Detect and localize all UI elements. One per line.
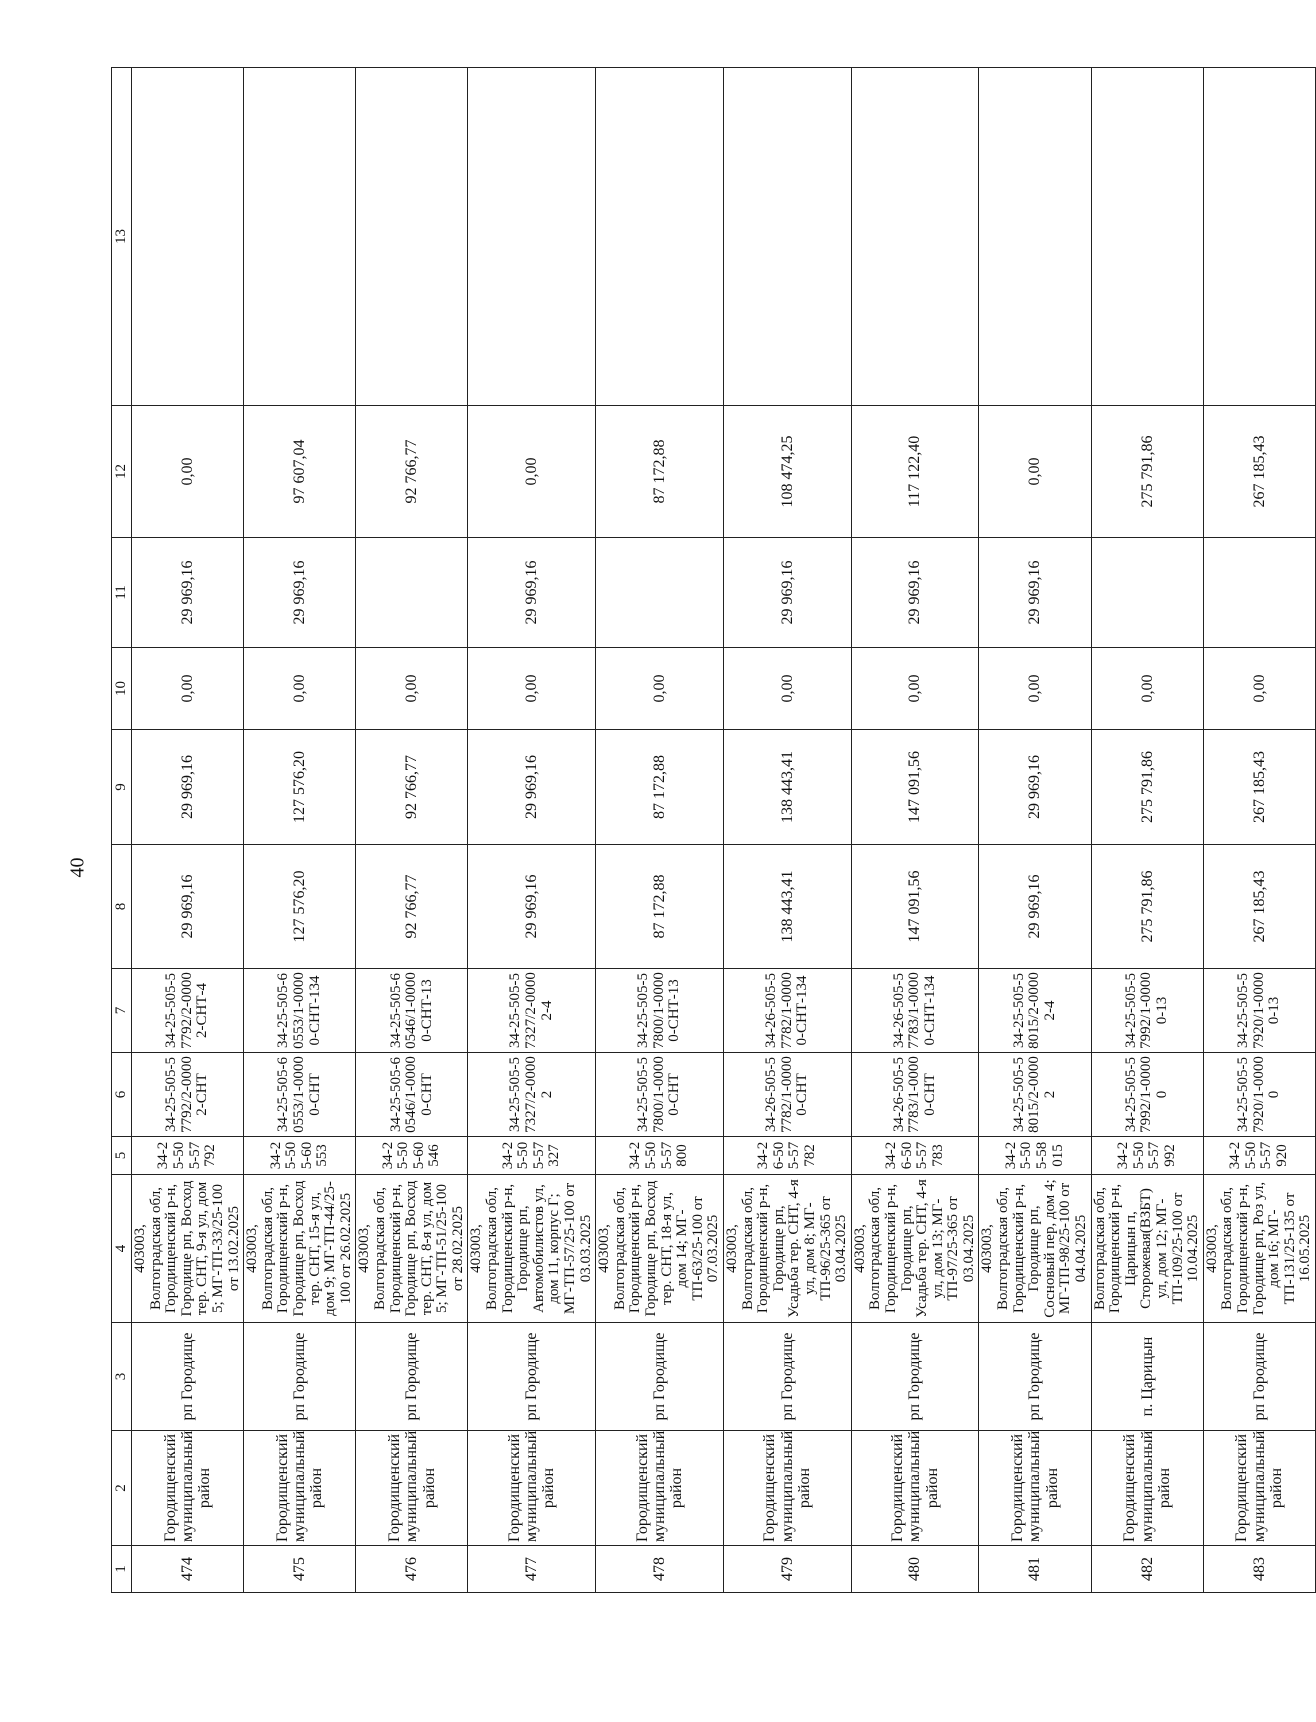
amount-col8-cell: 138 443,41 [723,845,851,969]
amount-col10-cell: 0,00 [356,648,468,730]
amount-col12-cell: 87 172,88 [596,406,724,538]
address-cell: Волгоградская обл, Городищенский р-н, Царицын п, Сторожевая(ВЗБТ) ул, дом 12; МГ-ТП-109/25-100 от 10.04.2025 [1091,1175,1203,1323]
column-header-11: 11 [112,538,132,648]
notes-cell [356,68,468,406]
amount-col12-cell: 0,00 [132,406,244,538]
amount-col8-cell: 267 185,43 [1203,845,1315,969]
amount-col11-cell: 29 969,16 [851,538,979,648]
table-row [244,68,356,1593]
object-code-full-cell: 34-25-505-57800/1-00000-СНТ-13 [596,969,724,1053]
column-header-4: 4 [112,1175,132,1323]
amount-col10-cell: 0,00 [1203,648,1315,730]
amount-col9-cell: 29 969,16 [468,730,596,845]
row-number: 476 [356,1546,468,1593]
amount-col9-cell: 29 969,16 [979,730,1091,845]
notes-cell [596,68,724,406]
district-cell: Городищенский муниципальный район [468,1431,596,1546]
locality-cell: рп Городище [723,1323,851,1431]
object-code-full-cell: 34-25-505-57920/1-00000-13 [1203,969,1315,1053]
column-header-8: 8 [112,845,132,969]
district-cell: Городищенский муниципальный район [1203,1431,1315,1546]
district-cell: Городищенский муниципальный район [356,1431,468,1546]
amount-col8-cell: 92 766,77 [356,845,468,969]
district-cell: Городищенский муниципальный район [979,1431,1091,1546]
amount-col8-cell: 275 791,86 [1091,845,1203,969]
amount-col12-cell: 0,00 [468,406,596,538]
address-cell: 403003, Волгоградская обл, Городищенский р-н, Городище рп, Восход тер. СНТ, 18-я ул, дом 14; МГ-ТП-63/25-100 от 07.03.2025 [596,1175,724,1323]
address-cell: 403003, Волгоградская обл, Городищенский р-н, Городище рп, Усадьба тер. СНТ, 4-я ул, дом 13; МГ-ТП-97/25-365 от 03.04.2025 [851,1175,979,1323]
table-row [723,68,851,1593]
notes-cell [244,68,356,406]
object-code-full-cell: 34-25-505-57792/2-00002-СНТ-4 [132,969,244,1053]
amount-col9-cell: 29 969,16 [132,730,244,845]
amount-col9-cell: 87 172,88 [596,730,724,845]
locality-cell: рп Городище [356,1323,468,1431]
rotated-table-wrapper [111,68,1314,1593]
row-number: 481 [979,1546,1091,1593]
amount-col10-cell: 0,00 [468,648,596,730]
row-number: 478 [596,1546,724,1593]
object-code-full-cell: 34-25-505-57992/1-00000-13 [1091,969,1203,1053]
amount-col12-cell: 97 607,04 [244,406,356,538]
column-header-10: 10 [112,648,132,730]
address-cell: 403003, Волгоградская обл, Городищенский р-н, Городище рп, Роз ул, дом 16; МГ-ТП-131/25-135 от 16.05.2025 [1203,1175,1315,1323]
table-row [596,68,724,1593]
amount-col12-cell: 117 122,40 [851,406,979,538]
object-code-cell: 34-25-505-60546/1-00000-СНТ [356,1053,468,1137]
amount-col8-cell: 29 969,16 [132,845,244,969]
address-cell: 403003, Волгоградская обл, Городищенский р-н, Городище рп, Восход тер. СНТ, 15-я ул, дом 9; МГ-ТП-44/25-100 от 26.02.2025 [244,1175,356,1323]
row-number: 474 [132,1546,244,1593]
table-row [468,68,596,1593]
address-cell: 403003, Волгоградская обл, Городищенский р-н, Городище рп, Восход тер. СНТ, 8-я ул, дом 5; МГ-ТП-51/25-100 от 28.02.2025 [356,1175,468,1323]
amount-col11-cell: 29 969,16 [244,538,356,648]
table-row [1203,68,1315,1593]
amount-col8-cell: 127 576,20 [244,845,356,969]
row-number: 475 [244,1546,356,1593]
amount-col12-cell: 0,00 [979,406,1091,538]
amount-col8-cell: 29 969,16 [979,845,1091,969]
amount-col12-cell: 275 791,86 [1091,406,1203,538]
row-number: 480 [851,1546,979,1593]
object-code-cell: 34-26-505-57783/1-00000-СНТ [851,1053,979,1137]
object-code-cell: 34-25-505-57327/2-00002 [468,1053,596,1137]
table-body [132,68,1316,1593]
row-number: 482 [1091,1546,1203,1593]
page-number: 40 [66,857,89,878]
amount-col11-cell: 29 969,16 [979,538,1091,648]
amount-col11-cell [596,538,724,648]
column-header-2: 2 [112,1431,132,1546]
notes-cell [851,68,979,406]
table-row [356,68,468,1593]
amount-col10-cell: 0,00 [1091,648,1203,730]
notes-cell [723,68,851,406]
amount-col9-cell: 147 091,56 [851,730,979,845]
amount-col12-cell: 267 185,43 [1203,406,1315,538]
cadastral-code-cell: 34-26-505-57783 [851,1137,979,1175]
object-code-cell: 34-25-505-57800/1-00000-СНТ [596,1053,724,1137]
table-row [1091,68,1203,1593]
locality-cell: рп Городище [979,1323,1091,1431]
table-row [132,68,244,1593]
amount-col11-cell [356,538,468,648]
locality-cell: рп Городище [851,1323,979,1431]
amount-col8-cell: 147 091,56 [851,845,979,969]
row-number: 483 [1203,1546,1315,1593]
cadastral-code-cell: 34-25-505-57920 [1203,1137,1315,1175]
district-cell: Городищенский муниципальный район [851,1431,979,1546]
object-code-full-cell: 34-25-505-60546/1-00000-СНТ-13 [356,969,468,1053]
cadastral-code-cell: 34-25-505-60546 [356,1137,468,1175]
cadastral-code-cell: 34-25-505-57792 [132,1137,244,1175]
object-code-full-cell: 34-26-505-57782/1-00000-СНТ-134 [723,969,851,1053]
column-header-7: 7 [112,969,132,1053]
object-code-full-cell: 34-25-505-57327/2-00002-4 [468,969,596,1053]
column-header-6: 6 [112,1053,132,1137]
object-code-full-cell: 34-26-505-57783/1-00000-СНТ-134 [851,969,979,1053]
cadastral-code-cell: 34-25-505-58015 [979,1137,1091,1175]
address-cell: 403003, Волгоградская обл, Городищенский р-н, Городище рп, Восход тер. СНТ, 9-я ул, дом 5; МГ-ТП-33/25-100 от 13.02.2025 [132,1175,244,1323]
notes-cell [468,68,596,406]
district-cell: Городищенский муниципальный район [132,1431,244,1546]
locality-cell: рп Городище [1203,1323,1315,1431]
amount-col9-cell: 267 185,43 [1203,730,1315,845]
amount-col10-cell: 0,00 [244,648,356,730]
amount-col11-cell [1091,538,1203,648]
column-header-5: 5 [112,1137,132,1175]
amount-col11-cell: 29 969,16 [132,538,244,648]
header-row [112,68,132,1593]
district-cell: Городищенский муниципальный район [723,1431,851,1546]
data-table [111,67,1316,1593]
column-header-3: 3 [112,1323,132,1431]
column-header-12: 12 [112,406,132,538]
locality-cell: п. Царицын [1091,1323,1203,1431]
cadastral-code-cell: 34-25-505-57992 [1091,1137,1203,1175]
object-code-full-cell: 34-25-505-60553/1-00000-СНТ-134 [244,969,356,1053]
locality-cell: рп Городище [596,1323,724,1431]
amount-col12-cell: 92 766,77 [356,406,468,538]
column-header-9: 9 [112,730,132,845]
cadastral-code-cell: 34-25-505-57800 [596,1137,724,1175]
row-number: 477 [468,1546,596,1593]
address-cell: 403003, Волгоградская обл, Городищенский р-н, Городище рп, Автомобилистов ул, дом 11, корпус Г; МГ-ТП-57/25-100 от 03.03.2025 [468,1175,596,1323]
amount-col11-cell [1203,538,1315,648]
amount-col10-cell: 0,00 [851,648,979,730]
amount-col10-cell: 0,00 [132,648,244,730]
district-cell: Городищенский муниципальный район [1091,1431,1203,1546]
district-cell: Городищенский муниципальный район [596,1431,724,1546]
locality-cell: рп Городище [244,1323,356,1431]
object-code-cell: 34-25-505-57920/1-00000 [1203,1053,1315,1137]
cadastral-code-cell: 34-25-505-57327 [468,1137,596,1175]
address-cell: 403003, Волгоградская обл, Городищенский р-н, Городище рп, Усадьба тер. СНТ, 4-я ул, дом 8; МГ-ТП-96/25-365 от 03.04.2025 [723,1175,851,1323]
amount-col10-cell: 0,00 [596,648,724,730]
amount-col9-cell: 275 791,86 [1091,730,1203,845]
amount-col10-cell: 0,00 [723,648,851,730]
locality-cell: рп Городище [132,1323,244,1431]
amount-col8-cell: 87 172,88 [596,845,724,969]
object-code-cell: 34-25-505-57792/2-00002-СНТ [132,1053,244,1137]
amount-col9-cell: 92 766,77 [356,730,468,845]
amount-col10-cell: 0,00 [979,648,1091,730]
object-code-cell: 34-25-505-60553/1-00000-СНТ [244,1053,356,1137]
amount-col11-cell: 29 969,16 [468,538,596,648]
amount-col9-cell: 127 576,20 [244,730,356,845]
district-cell: Городищенский муниципальный район [244,1431,356,1546]
amount-col12-cell: 108 474,25 [723,406,851,538]
cadastral-code-cell: 34-26-505-57782 [723,1137,851,1175]
locality-cell: рп Городище [468,1323,596,1431]
table-row [851,68,979,1593]
address-cell: 403003, Волгоградская обл, Городищенский р-н, Городище рп, Сосновый пер, дом 4; МГ-ТП-98/25-100 от 04.04.2025 [979,1175,1091,1323]
table-row [979,68,1091,1593]
amount-col8-cell: 29 969,16 [468,845,596,969]
amount-col11-cell: 29 969,16 [723,538,851,648]
amount-col9-cell: 138 443,41 [723,730,851,845]
notes-cell [132,68,244,406]
object-code-cell: 34-25-505-57992/1-00000 [1091,1053,1203,1137]
object-code-cell: 34-26-505-57782/1-00000-СНТ [723,1053,851,1137]
object-code-full-cell: 34-25-505-58015/2-00002-4 [979,969,1091,1053]
notes-cell [1091,68,1203,406]
notes-cell [979,68,1091,406]
column-header-1: 1 [112,1546,132,1593]
notes-cell [1203,68,1315,406]
column-header-13: 13 [112,68,132,406]
row-number: 479 [723,1546,851,1593]
object-code-cell: 34-25-505-58015/2-00002 [979,1053,1091,1137]
cadastral-code-cell: 34-25-505-60553 [244,1137,356,1175]
